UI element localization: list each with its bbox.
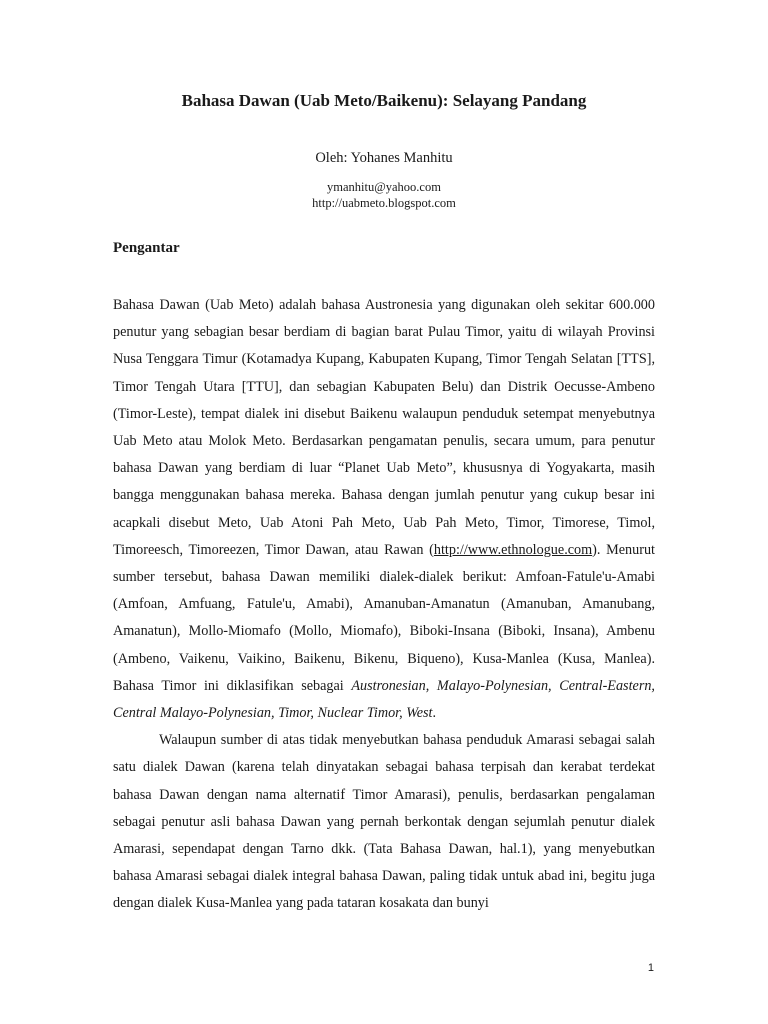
author-website: http://uabmeto.blogspot.com (312, 196, 456, 210)
section-heading: Pengantar (113, 240, 180, 256)
page-number: 1 (647, 962, 654, 974)
paragraph-1-text-c: . (432, 705, 437, 722)
author-email: ymanhitu@yahoo.com (327, 180, 441, 194)
body-text (113, 292, 655, 918)
author-line: Oleh: Yohanes Manhitu (315, 150, 453, 166)
paragraph-1 (113, 292, 655, 727)
document-title: Bahasa Dawan (Uab Meto/Baikenu): Selayang Pandang (181, 91, 587, 110)
classification-text: Austronesian, Malayo-Polynesian, Central-Eastern, Central Malayo-Polynesian, Timor, Nuclear Timor, West (113, 677, 655, 722)
paragraph-1-text-b: ). Menurut sumber tersebut, bahasa Dawan memiliki dialek-dialek berikut: Amfoan-Fatule'u-Amabi (Amfoan, Amfuang, Fatule'u, Amabi), Amanuban-Amanatun (Amanuban, Amanubang, Amanatun), Mollo-Miomafo (Mollo, Miomafo), Biboki-Insana (Biboki, Insana), Ambenu (Ambeno, Vaikenu, Vaikino, Baikenu, Bikenu, Biqueno), Kusa-Manlea (Kusa, Manlea). Bahasa Timor ini diklasifikan sebagai (113, 541, 655, 694)
paragraph-2: Walaupun sumber di atas tidak menyebutkan bahasa penduduk Amarasi sebagai salah satu dialek Dawan (karena telah dinyatakan sebagai bahasa terpisah dan kerabat terdekat bahasa Dawan dengan nama alternatif Timor Amarasi), penulis, berdasarkan pengalaman sebagai penutur asli bahasa Dawan yang pernah berkontak dengan sejumlah penutur dialek Amarasi, sependapat dengan Tarno dkk. (Tata Bahasa Dawan, hal.1), yang menyebutkan bahasa Amarasi sebagai dialek integral bahasa Dawan, paling tidak untuk abad ini, begitu juga dengan dialek Kusa-Manlea yang pada tataran kosakata dan bunyi (113, 732, 655, 912)
ethnologue-link[interactable]: http://www.ethnologue.com (433, 541, 593, 558)
contact-block (0, 179, 768, 211)
paragraph-1-text-a: Bahasa Dawan (Uab Meto) adalah bahasa Austronesia yang digunakan oleh sekitar 600.000 penutur yang sebagian besar berdiam di bagian barat Pulau Timor, yaitu di wilayah Provinsi Nusa Tenggara Timur (Kotamadya Kupang, Kabupaten Kupang, Timor Tengah Selatan [TTS], Timor Tengah Utara [TTU], dan sebagian Kabupaten Belu) dan Distrik Oecusse-Ambeno (Timor-Leste), tempat dialek ini disebut Baikenu walaupun penduduk setempat menyebutnya Uab Meto atau Molok Meto. Berdasarkan pengamatan penulis, secara umum, para penutur bahasa Dawan yang berdiam di luar “Planet Uab Meto”, khususnya di Yogyakarta, masih bangga menggunakan bahasa mereka. Bahasa dengan jumlah penutur yang cukup besar ini acapkali disebut Meto, Uab Atoni Pah Meto, Uab Pah Meto, Timor, Timorese, Timol, Timoreesch, Timoreezen, Timor Dawan, atau Rawan ( (113, 297, 655, 558)
